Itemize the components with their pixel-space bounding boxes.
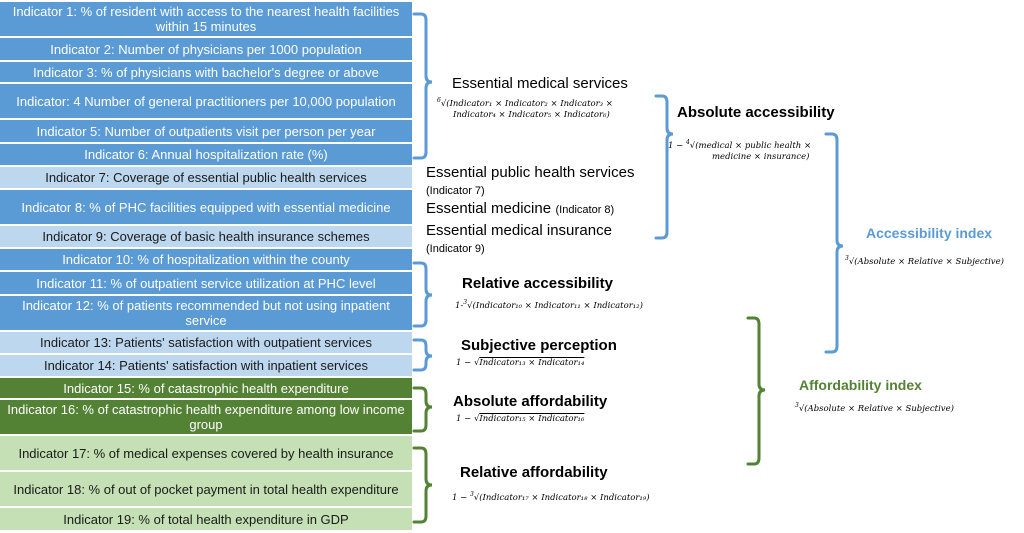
label-essential-public-health: Essential public health services bbox=[426, 164, 635, 181]
bracket-subjective-perception bbox=[414, 340, 432, 370]
formula-text: medicine × insurance) bbox=[712, 151, 810, 162]
radical-sign: √ bbox=[689, 140, 696, 151]
bracket-essential-medical bbox=[414, 14, 432, 158]
indicator-text: Indicator 7: Coverage of essential public health services bbox=[45, 170, 367, 185]
radical-sign: √ bbox=[473, 358, 480, 368]
formula-prefix: 1 − bbox=[668, 140, 684, 151]
label-absolute-affordability: Absolute affordability bbox=[453, 393, 608, 410]
indicator-text: Indicator 6: Annual hospitalization rate (%) bbox=[84, 147, 328, 162]
formula-text: Indicator₄ × Indicator₅ × Indicator₆) bbox=[453, 109, 610, 120]
label-essential-insurance-ref: (Indicator 9) bbox=[426, 243, 485, 255]
indicator-text: Indicator 18: % of out of pocket payment in total health expenditure bbox=[13, 481, 399, 497]
label-essential-medical-services: Essential medical services bbox=[452, 75, 628, 92]
indicator-text: Indicator 17: % of medical expenses covered by health insurance bbox=[18, 445, 394, 461]
bracket-affordability-index bbox=[748, 318, 765, 464]
radical-sign: √ bbox=[473, 414, 480, 424]
formula-text: Indicator₁₃ × Indicator₁₄ bbox=[479, 358, 585, 368]
indicator-text: Indicator 5: Number of outpatients visit per person per year bbox=[36, 123, 376, 139]
formula-prefix: 1- bbox=[455, 300, 464, 311]
indicator-text: Indicator 11: % of outpatient service utilization at PHC level bbox=[36, 275, 376, 291]
bracket-relative-affordability bbox=[414, 448, 432, 522]
radical-sign: √ bbox=[848, 256, 855, 267]
formula-text: (Absolute × Relative × Subjective) bbox=[854, 256, 1004, 267]
formula-text: (Indicator₁₀ × Indicator₁₁ × Indicator₁₂) bbox=[472, 300, 643, 311]
formula-root-index: 4 bbox=[685, 139, 690, 146]
indicator-text: Indicator 1: % of resident with access to the nearest health facilities within 15 minutes bbox=[12, 4, 400, 34]
formula-relative-affordability bbox=[452, 489, 650, 504]
label-essential-insurance: Essential medical insurance bbox=[426, 222, 612, 239]
label-absolute-accessibility: Absolute accessibility bbox=[677, 104, 835, 121]
indicator-text: Indicator 15: % of catastrophic health expenditure bbox=[63, 380, 349, 396]
formula-relative-accessibility bbox=[455, 297, 643, 312]
bracket-absolute-accessibility bbox=[656, 96, 673, 238]
formula-text: Indicator₁₅ × Indicator₁₆ bbox=[479, 414, 585, 424]
formula-accessibility-index bbox=[845, 253, 1004, 268]
indicator-text: Indicator 8: % of PHC facilities equipped with essential medicine bbox=[21, 199, 391, 215]
formula-root-index: 3 bbox=[463, 299, 468, 306]
radical-sign: √ bbox=[473, 492, 480, 503]
formula-affordability-index bbox=[795, 400, 954, 415]
formula-root-index: 3 bbox=[469, 491, 474, 498]
bracket-relative-accessibility bbox=[414, 263, 432, 326]
formula-essential-medical-services bbox=[437, 95, 613, 121]
formula-absolute-affordability bbox=[456, 414, 584, 425]
indicator-text: Indicator 9: Coverage of basic health insurance schemes bbox=[42, 229, 370, 244]
indicator-text: Indicator 12: % of patients recommended but not using inpatient service bbox=[22, 298, 390, 328]
formula-prefix: 1 − bbox=[456, 414, 472, 424]
indicator-text: Indicator 14: Patients' satisfaction with inpatient services bbox=[43, 358, 369, 373]
radical-sign: √ bbox=[467, 300, 473, 311]
label-essential-public-health-ref: (Indicator 7) bbox=[426, 185, 485, 197]
formula-prefix: 1 − bbox=[456, 358, 472, 368]
indicator-text: Indicator 16: % of catastrophic health expenditure among low income group bbox=[7, 402, 405, 432]
label-relative-affordability: Relative affordability bbox=[460, 464, 608, 481]
label-essential-medicine: Essential medicine bbox=[426, 200, 552, 217]
radical-sign: √ bbox=[798, 403, 805, 414]
bracket-absolute-affordability bbox=[414, 388, 432, 431]
formula-prefix: 1 − bbox=[452, 492, 468, 503]
label-affordability-index: Affordability index bbox=[799, 377, 922, 393]
formula-absolute-accessibility bbox=[668, 137, 811, 163]
indicator-text: Indicator 10: % of hospitalization within the county bbox=[62, 252, 350, 267]
formula-text: (Absolute × Relative × Subjective) bbox=[804, 403, 954, 414]
bracket-accessibility-index bbox=[826, 134, 843, 352]
indicator-text: Indicator 19: % of total health expenditure in GDP bbox=[63, 511, 349, 527]
formula-text: (Indicator₁ × Indicator₂ × Indicator₃ × bbox=[446, 98, 613, 109]
formula-subjective-perception bbox=[456, 358, 584, 369]
label-essential-medicine-ref: (Indicator 8) bbox=[555, 204, 615, 216]
label-relative-accessibility: Relative accessibility bbox=[462, 275, 613, 292]
formula-root-index: 6 bbox=[437, 97, 441, 104]
indicator-text: Indicator: 4 Number of general practitioners per 10,000 population bbox=[16, 93, 396, 109]
label-subjective-perception: Subjective perception bbox=[461, 337, 617, 354]
formula-root-index: 3 bbox=[795, 402, 799, 409]
indicator-text: Indicator 13: Patients' satisfaction with outpatient services bbox=[40, 335, 372, 350]
label-essential-medicine-row bbox=[426, 200, 614, 218]
indicator-text: Indicator 3: % of physicians with bachelor's degree or above bbox=[33, 64, 379, 80]
label-accessibility-index: Accessibility index bbox=[866, 225, 993, 241]
indicator-text: Indicator 2: Number of physicians per 1000 population bbox=[50, 41, 362, 57]
radical-sign: √ bbox=[440, 98, 447, 109]
formula-root-index: 3 bbox=[845, 255, 849, 262]
formula-text: (medical × public health × bbox=[695, 140, 812, 151]
formula-text: (Indicator₁₇ × Indicator₁₈ × Indicator₁₉) bbox=[479, 492, 650, 503]
